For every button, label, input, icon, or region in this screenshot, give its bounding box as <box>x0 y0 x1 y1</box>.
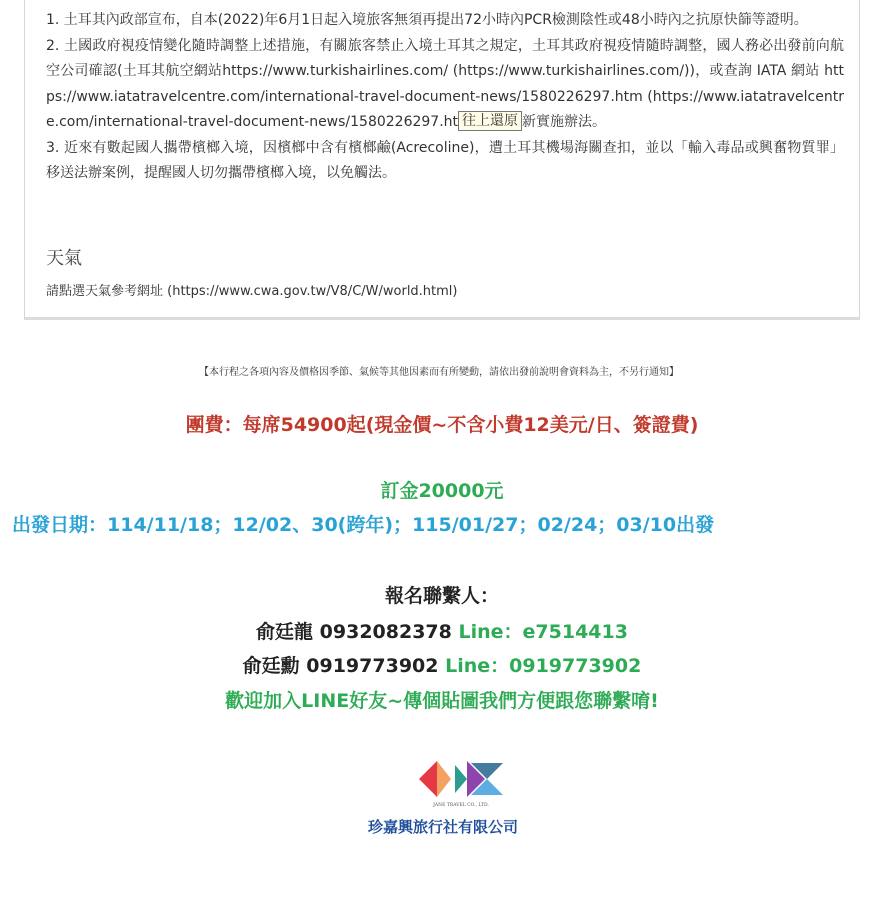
weather-link[interactable]: 請點選天氣參考網址 (https://www.cwa.gov.tw/V8/C/W/world.html) <box>46 284 458 299</box>
contact-heading: 報名聯繫人： <box>384 585 499 607</box>
line-welcome-message: 歡迎加入LINE好友~傳個貼圖我們方便跟您聯繫唷! <box>225 690 659 712</box>
company-name: 珍嘉興旅行社有限公司 <box>367 818 518 836</box>
company-logo-icon <box>415 757 507 809</box>
notice-item-3: 3. 近來有數起國人攜帶檳榔入境，因檳榔中含有檳榔鹼(Acrecoline)，遭土耳其機場海關查扣，並以「輸入毒品或興奮物質罪」移送法辦案例，提醒國人切勿攜帶檳榔入境，以免觸法。 <box>46 139 844 181</box>
contact-person-2 <box>0 651 878 678</box>
notice-list <box>46 8 844 187</box>
notice-item-2-tail: 新實施辦法。 <box>522 114 607 130</box>
contact-person-1 <box>0 617 878 644</box>
travel-notice-box <box>24 0 860 320</box>
disclaimer: 【本行程之各項內容及價格因季節、氣候等其他因素而有所變動，請依出發前說明會資料為主，不另行通知】 <box>199 367 679 378</box>
contact-2-name-phone: 俞廷勳 0919773902 <box>242 655 446 677</box>
logo-shape-teal <box>455 765 467 793</box>
notice-item-1: 1. 土耳其內政部宣布，自本(2022)年6月1日起入境旅客無須再提出72小時內PCR檢測陰性或48小時內之抗原快篩等證明。 <box>46 12 808 28</box>
logo-text: JANE TRAVEL CO., LTD. <box>433 803 489 808</box>
notice-item-2-text: 2. 土國政府視疫情變化隨時調整上述措施，有關旅客禁止入境土耳其之規定，土耳其政府視疫情隨時調整，國人務必出發前向航空公司確認(土耳其航空網站https://www.turkishairlines.com/ (https://www.turkishairlines.com/))，或查詢 IATA 網站 https://www.iatatravelcentre.com/international-travel-document-news/1580226297.htm (https://www.iatatravelcentre.com/international-travel-document-news/1580226297.ht <box>46 37 844 130</box>
tour-price: 團費：每席54900起(現金價~不含小費12美元/日、簽證費) <box>185 414 699 436</box>
deposit-amount: 訂金20000元 <box>380 480 504 502</box>
logo-shape-orange <box>437 761 451 797</box>
notice-item-2 <box>46 34 844 136</box>
contact-1-line-id: Line：e7514413 <box>458 621 628 643</box>
weather-heading: 天氣 <box>46 248 82 269</box>
contact-1-name-phone: 俞廷龍 0932082378 <box>256 621 459 643</box>
restore-tooltip[interactable]: 往上還原 <box>458 111 522 131</box>
departure-dates: 出發日期：114/11/18；12/02、30(跨年)；115/01/27；02/24；03/10出發 <box>12 514 715 536</box>
logo-shape-red <box>419 761 437 797</box>
contact-2-line-id: Line：0919773902 <box>445 655 642 677</box>
